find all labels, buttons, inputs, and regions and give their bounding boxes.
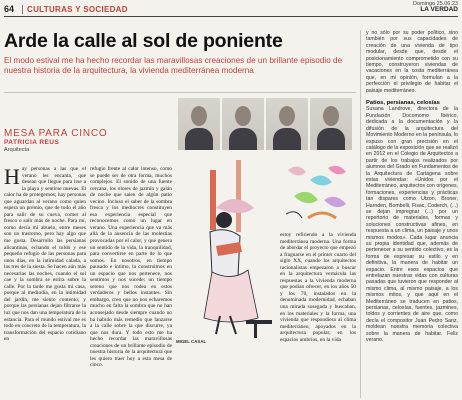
body-column-1 — [4, 166, 86, 343]
sidebar-paragraph-1: y no sólo por su poder político, sino también por sus capacidades de creación de una vivienda de tipo modular, desde que, desde el posicionamiento comprometido con su tiempo, construyeron viviendas de vacaciones en la costa mediterránea que, en mi opinión, formulan a la perfección el privilegio de habitar el paisaje mediterráneo. — [366, 30, 458, 94]
sidebar-subtitle: Patios, persianas, celosías — [366, 100, 440, 107]
portrait-4 — [310, 98, 352, 150]
illustration-credit: MIGEL CASAL — [176, 339, 207, 344]
subheadline: El modo estival me ha hecho recordar las maravillosas creaciones de un brillante episodio de nuestra historia de la arquitectura, la vivienda mediterránea moderna — [4, 56, 343, 75]
columnist-portraits — [178, 98, 356, 150]
body-text-2: refugio frente al calor intenso, como se puede ser de otra forma, muchos complejos. El sonido de una fuente cercana, los olores de jazmín y galán de noche que salen de algún patio vecino. Incluso el saber de la sombra fresca y los mediocres constituyen esa experiencia especial que reconocemos como un lugar en verano. Una experiencia que va más allá de la ausencia de las molestias provocadas por el calor, y que genera un sentido de la vida, la tranquilidad, para convertirse en parte de lo que somos. En nosotros, en tiempo pausado e íntimo, la construimos en un espacio que nos pertenece, nos sentimos y nos sucede; un tiempo sereno que nos rodea en estos verdaderos y bellos instantes. Sin embargo, creo que no nos echaremos mucho en falta la sombra que no han aconsejado desde siempre cuando no ha habido más remedio que lanzarse a la calle sobre la que discurre, ya que nos dura. Y todo esto me ha hecho recordar las maravillosas creaciones de un brillante episodio de nuestra historia de la arquitectura que les quiero traer hoy a esta mesa de cinco. — [90, 166, 172, 369]
section-name: CULTURAS Y SOCIEDAD — [27, 4, 128, 14]
newspaper-name: LA VERDAD — [420, 6, 458, 13]
author-role: Arquitecta — [4, 147, 30, 153]
column-name: MESA PARA CINCO — [4, 128, 108, 139]
body-text-1: ay personas a las que el verano les encanta, que desean que llegue para irse a la playa y sentirse nuevas. El calor ha de protegernos; hay personas que aguardan al verano como quien espera un premio, que de todo el año para salir de su cueva, comer al fresco o salir más de noche. Para mí, como decía mi abuelo, entre meses son un trastorno, pero hay algo que me gusta. Desarrollo las persianas alicantinas, echando el toldo y ese pequeño refugio de las personas para unos días, en la intimidad calada, a las tres de la siesta. Se hacen aún más necesarias las noches, cuando el sol cae y la sombra se estira sobre la calle. Por la tarde me gusta mi casa, porque al mediodía, en la intimidad del jardín, me siento contento; y porque las persianas dejan filtrarse la luz que nos dan una temperatura de la estancia. Para el mundo estival me es todo en concreto de la temperatura, la transformación del espacio cotidiano en — [4, 166, 86, 343]
body-column-2 — [90, 166, 172, 369]
body-text-3: estoy refiriendo a la vivienda mediterránea moderna. Una forma de abordar el proyecto que empezó a fraguarse en el primer cuarto del siglo XX, cuando los arquitectos racionalistas empezaron a buscar en la arquitectura vernácula las respuestas a la vivienda moderna que podían ofrecer, en los años 50 y los 70, instalados en la denominada modernidad, echaban una mirada sosegada y buscaban, en los materiales y la forma, una vivienda que respondiera al clima mediterráneo, apoyados en la arquitectura popular, en los espacios umbríos, en la vida — [280, 232, 356, 343]
headline: Arde la calle al sol de poniente — [4, 30, 283, 52]
section-rule — [4, 92, 356, 93]
page-header — [4, 2, 458, 17]
issue-date: Domingo 25.06.23 — [413, 1, 458, 7]
sidebar-paragraph-2: Susana Landrove, directora de la Fundación Docomomo Ibérico, dedicada a la documentación y la difusión de la arquitectura del Movimiento Moderno en la península, lo expuso con gran precisión en el catálogo de la exposición que se realizó en 2012 en el Colegio de Arquitectos a partir de los trabajos realizados por alumnos del Grado en Fundamentos de la Arquitectura de Cartagena sobre estas viviendas: «Unidos por el Mediterráneo, arquitectos con orígenes, formaciones, experiencias y prácticas tan dispares como Utzon, Broner, Harnden, Bombelli, Fisac, Coderch, (...) se dejan impregnar (...) por un repertorio de materiales, formas y soluciones constructivas afines, en respuesta a un clima, un paisaje y unos mismos modos». Cada lugar anuncia su propia identidad que, además de pertenecer a su sentido colectivo, es la forma de expresar su estilo y en definitiva, la manera de habitar un espacio. Entre esos espacios que entrelazan nuestras vidas con culturas pasadas que tuvieron que responder al mismo clima, al mismo paisaje, a los mismos mitos, y que aquí en el Mediterráneo se traducen en patios, persianas, celosías, fuentes, jazmines, toldos y corrientes de aire que, como decía el compositor Juan Pedro Sanz, moldean nuestra memoria colectiva sobre la manera de habitar. Feliz verano. — [366, 106, 458, 344]
header-divider — [22, 5, 23, 14]
portrait-3 — [266, 98, 308, 150]
sidebar-column — [360, 30, 458, 398]
page-number: 64 — [4, 4, 15, 14]
header-date-block — [413, 1, 458, 13]
portrait-2 — [222, 98, 264, 150]
drop-cap: H — [4, 164, 20, 189]
illustration-birds-and-blinds — [280, 160, 356, 230]
portrait-1 — [178, 98, 220, 150]
illustration-woman-reading — [176, 160, 280, 338]
body-column-3 — [280, 232, 356, 343]
author-name: PATRICIA REUS — [4, 139, 60, 146]
